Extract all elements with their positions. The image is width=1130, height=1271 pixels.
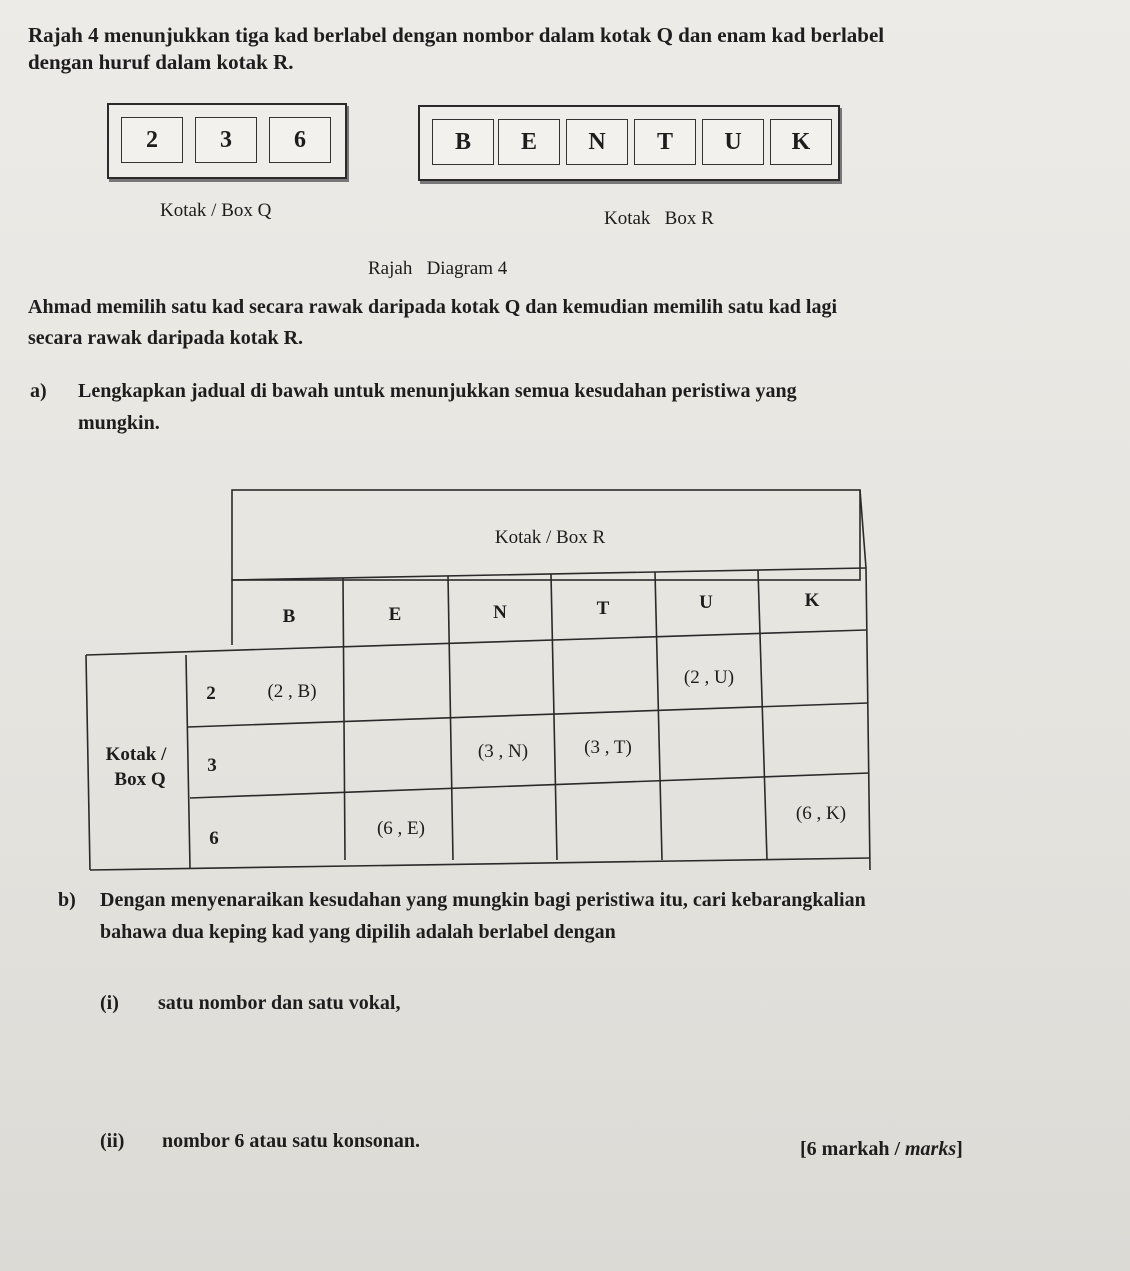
sentence-line-2: secara rawak daripada kotak R. [28, 327, 304, 349]
marks-prefix: [6 markah / [800, 1138, 905, 1160]
question-b [58, 884, 1098, 948]
table-col-u: U [699, 592, 713, 613]
table-row-header-line-2: Box Q [114, 769, 166, 790]
question-b-line-1: Dengan menyenaraikan kesudahan yang mungkin bagi peristiwa itu, cari kebarangkalian [100, 889, 866, 911]
table-col-n: N [493, 602, 507, 623]
table-cell: (3 , N) [477, 741, 529, 762]
card-r-6: K [770, 119, 832, 165]
question-a-line-1: Lengkapkan jadual di bawah untuk menunjukkan semua kesudahan peristiwa yang [78, 380, 797, 402]
card-q-3: 6 [269, 117, 331, 163]
marks-label [800, 1138, 963, 1161]
card-r-3: N [566, 119, 628, 165]
table-col-e: E [388, 604, 402, 625]
table-cell: (2 , U) [683, 667, 735, 688]
question-b-ii [100, 1130, 420, 1153]
question-b-i-number: (i) [100, 992, 119, 1014]
card-q-1: 2 [121, 117, 183, 163]
table-row-label-2: 2 [206, 683, 216, 704]
card-r-2: E [498, 119, 560, 165]
marks-close: ] [956, 1138, 963, 1160]
table-col-t: T [596, 598, 610, 619]
sentence-line-1: Ahmad memilih satu kad secara rawak daripada kotak Q dan kemudian memilih satu kad lagi [28, 296, 838, 318]
box-r-caption: Kotak Box R [604, 208, 714, 229]
card-r-1: B [432, 119, 494, 165]
question-b-ii-number: (ii) [100, 1130, 125, 1152]
question-a-number: a) [30, 380, 47, 402]
table-row-label-3: 3 [207, 755, 217, 776]
marks-suffix: marks [905, 1138, 957, 1160]
question-b-number: b) [58, 889, 76, 911]
question-b-ii-text: nombor 6 atau satu konsonan. [162, 1130, 421, 1152]
table-cell: (3 , T) [584, 737, 632, 758]
table-cell: (6 , E) [376, 818, 426, 839]
table-row-header-line-1: Kotak / [105, 744, 167, 765]
table-col-header: Kotak / Box R [494, 527, 606, 548]
intro-line-1: Rajah 4 menunjukkan tiga kad berlabel dengan nombor dalam kotak Q dan enam kad berlabel [28, 23, 885, 47]
question-b-i-text: satu nombor dan satu vokal, [158, 992, 401, 1014]
card-r-4: T [634, 119, 696, 165]
box-q-caption: Kotak / Box Q [160, 200, 272, 221]
table-col-b: B [282, 606, 296, 627]
question-b-line-2: bahawa dua keping kad yang dipilih adalah berlabel dengan [100, 921, 616, 943]
table-cell: (2 , B) [267, 681, 317, 702]
table-row-label-6: 6 [209, 828, 219, 849]
question-b-i [100, 992, 400, 1015]
diagram-caption: Rajah Diagram 4 [368, 258, 508, 279]
table-col-k: K [804, 590, 820, 611]
card-q-2: 3 [195, 117, 257, 163]
card-r-5: U [702, 119, 764, 165]
question-a-line-2: mungkin. [78, 412, 160, 434]
table-cell: (6 , K) [795, 803, 847, 824]
intro-line-2: dengan huruf dalam kotak R. [28, 50, 294, 74]
